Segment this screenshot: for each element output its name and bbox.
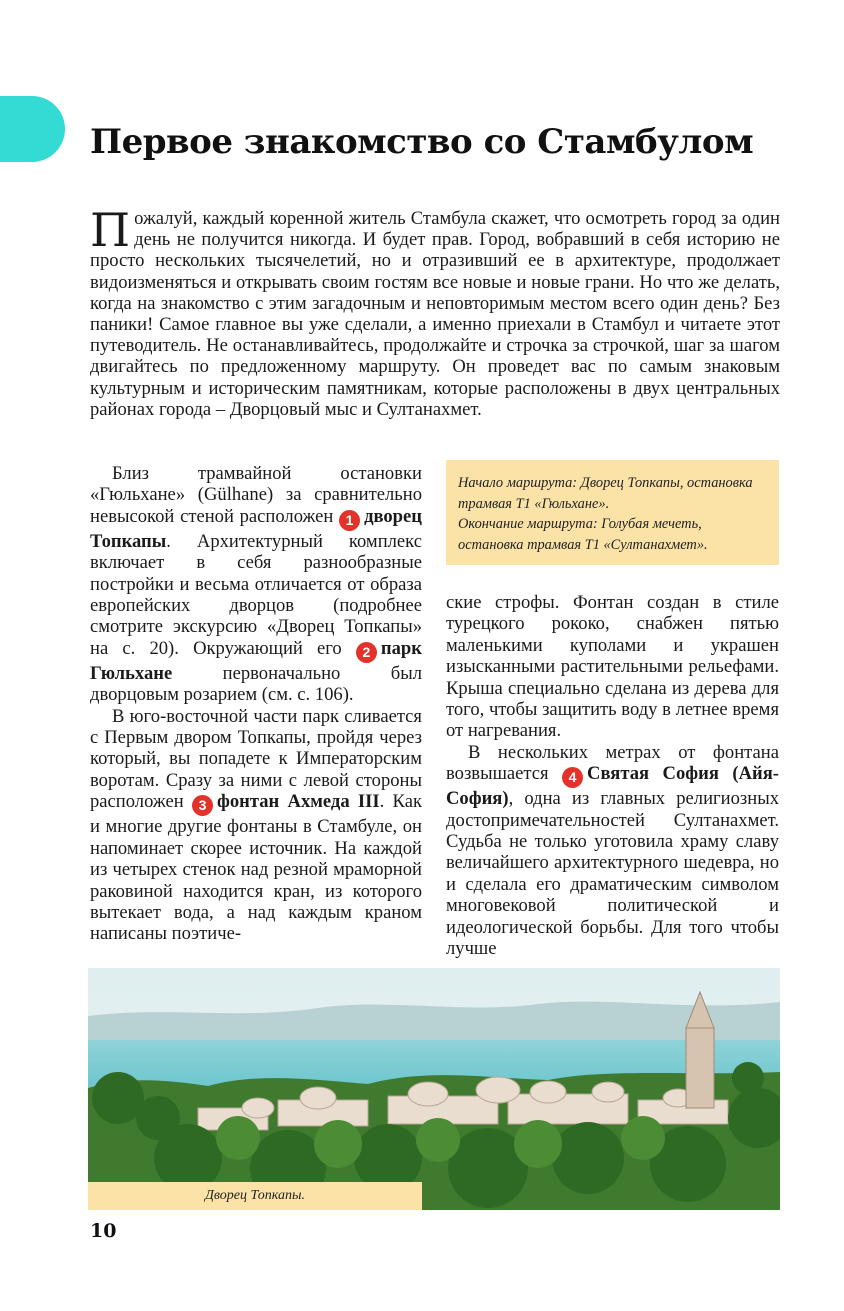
text-span: . Архитектурный комплекс включает в себя разнообразные постройки и весьма отличается от образа европейских дворцов (подробнее смотрите экскурсию «Дворец Топкапы» на с. 20). Окружающий его bbox=[90, 530, 422, 659]
text-span: . Как и многие другие фонтаны в Стамбуле, он напоминает скорее источник. На каждой из четырех стенок над резной мраморной раковиной находится кран, из которого вытекает вода, а над каждым краном написаны поэтиче- bbox=[90, 791, 422, 945]
text-span: Близ трамвайной остановки «Гюльхане» (Gülhane) за сравнительно невысокой стеной расположен bbox=[90, 463, 422, 527]
chapter-tab bbox=[0, 96, 65, 162]
route-marker-2: 2 bbox=[356, 642, 377, 663]
page-title: Первое знакомство со Стамбулом bbox=[90, 122, 754, 162]
route-end: Окончание маршрута: Голубая мечеть, остановка трамвая Т1 «Султанахмет». bbox=[458, 516, 708, 553]
route-info-box bbox=[446, 460, 779, 565]
topkapi-illustration bbox=[88, 968, 780, 1210]
left-column bbox=[90, 463, 422, 945]
route-marker-1: 1 bbox=[339, 510, 360, 531]
text-span: , одна из главных религиозных достопримечательностей Султанахмет. Судьба не только уготовила храму славу величайшего архитектурного шедевра, но и сделала его драматическим символом многовековой политической и идеологической борьбы. Для того чтобы лучше bbox=[446, 788, 779, 960]
intro-paragraph bbox=[90, 203, 780, 420]
right-column bbox=[446, 592, 779, 960]
left-paragraph-2 bbox=[90, 706, 422, 945]
intro-text: ожалуй, каждый коренной житель Стамбула скажет, что осмотреть город за один день не получится никогда. И будет прав. Город, вобравший в себя историю не просто нескольких тысячелетий, но и отразивший ее в архитектуре, продолжает видоизменяться и открывать своим гостям все новые и новые грани. Но что же делать, когда на знакомство с этим загадочным и неповторимым местом всего один день? Без паники! Самое главное вы уже сделали, а именно приехали в Стамбул и читаете этот путеводитель. Не останавливайтесь, продолжайте и строчка за строчкой, шаг за шагом двигайтесь по предложенному маршруту. Он проведет вас по самым знаковым культурным и историческим памятникам, которые расположены в двух центральных районах города – Дворцовый мыс и Султанахмет. bbox=[90, 208, 780, 420]
text-span: первоначально был дворцовым розарием (см. с. 106). bbox=[90, 662, 422, 706]
place-ahmed-fountain: фонтан Ахмеда III bbox=[217, 791, 380, 813]
place-hagia-sophia: Святая София (Айя-София) bbox=[446, 763, 779, 810]
text-span: В юго-восточной части парк сливается с Первым двором Топкапы, пройдя через который, вы попадете к Императорским воротам. Сразу за ними с левой стороны расположен bbox=[90, 705, 422, 813]
left-paragraph-1 bbox=[90, 463, 422, 706]
topkapi-photo bbox=[88, 968, 780, 1210]
right-paragraph-2 bbox=[446, 742, 779, 960]
route-marker-4: 4 bbox=[562, 767, 583, 788]
place-topkapi: дворец Топкапы bbox=[90, 505, 422, 552]
right-paragraph-1: ские строфы. Фонтан создан в стиле турецкого рококо, снабжен пятью маленькими куполами и украшен изысканными растительными рельефами. Крыша специально сделана из дерева для того, чтобы защитить воду в летнее время от нагревания. bbox=[446, 592, 779, 742]
route-marker-3: 3 bbox=[192, 795, 213, 816]
route-start: Начало маршрута: Дворец Топкапы, остановка трамвая Т1 «Гюльхане». bbox=[458, 475, 753, 512]
drop-cap: П bbox=[90, 203, 131, 257]
place-gulhane-park: парк Гюльхане bbox=[90, 637, 422, 684]
page-number: 10 bbox=[90, 1220, 117, 1242]
photo-caption: Дворец Топкапы. bbox=[88, 1182, 422, 1210]
text-span: В нескольких метрах от фонтана возвышается bbox=[446, 741, 779, 785]
